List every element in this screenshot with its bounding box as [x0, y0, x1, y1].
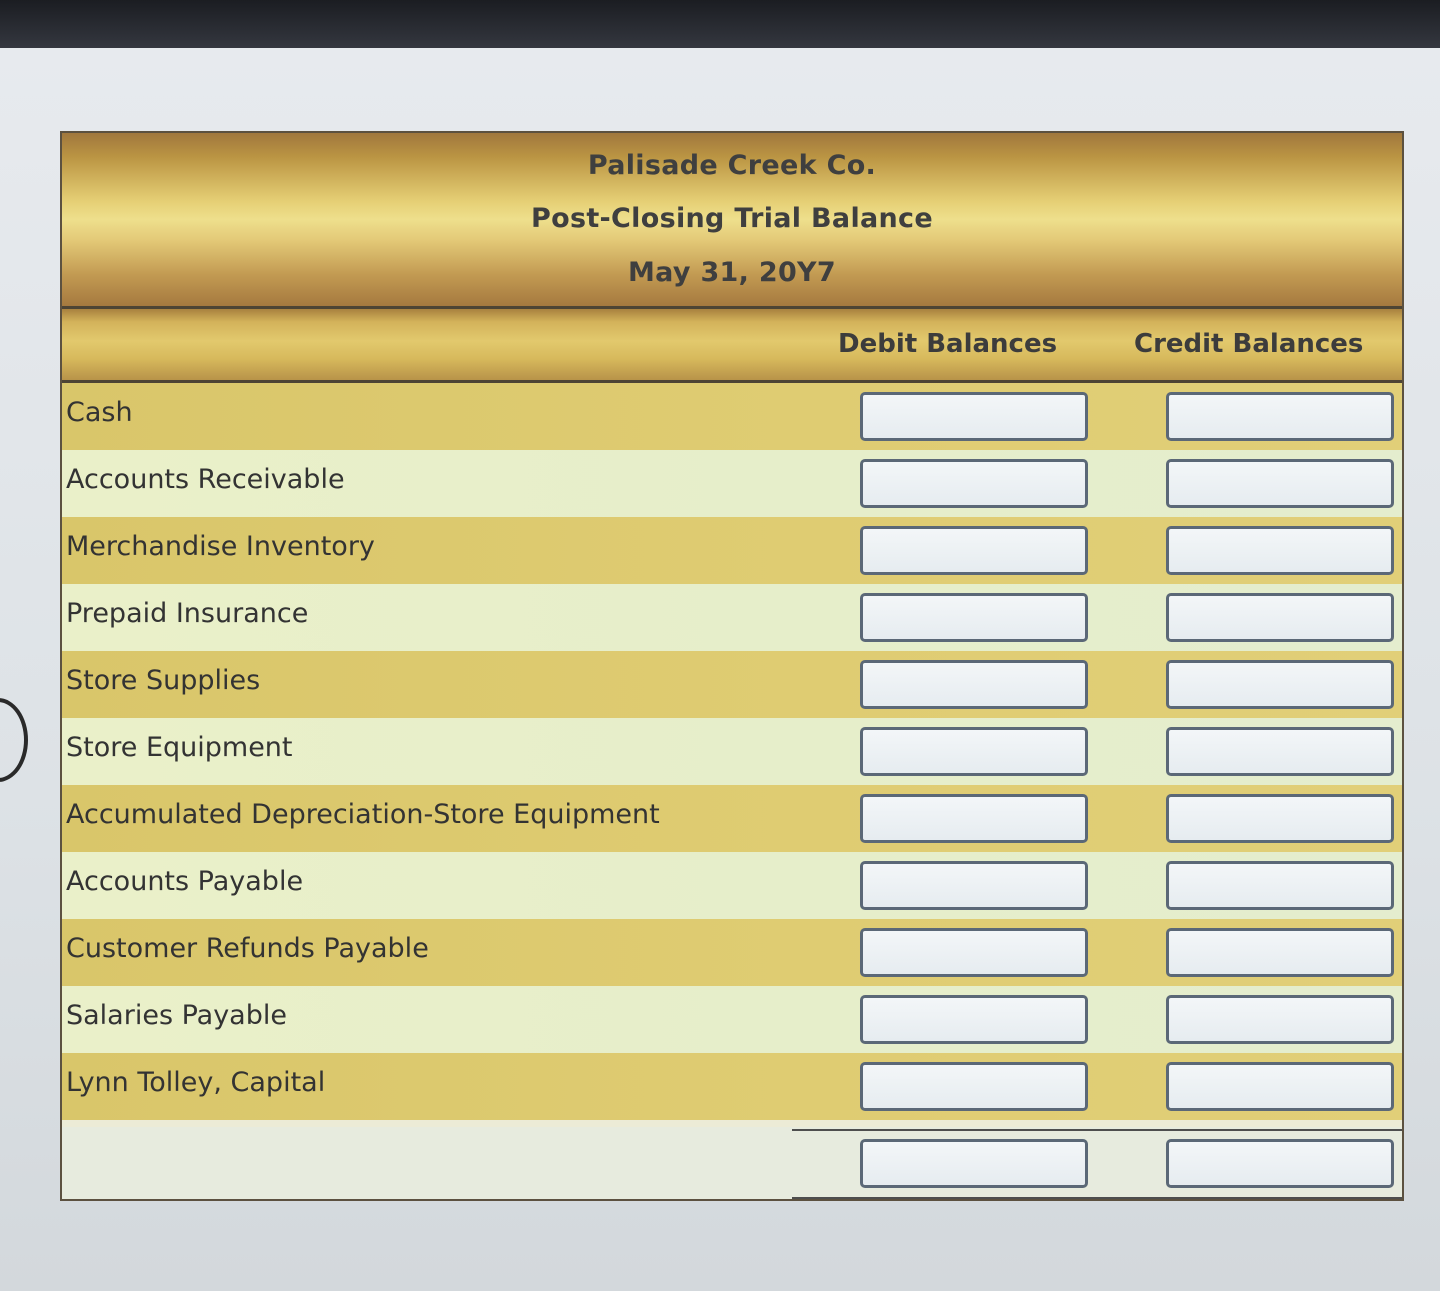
debit-balance-input[interactable] — [860, 727, 1088, 776]
account-name: Salaries Payable — [66, 1000, 287, 1031]
credit-balance-input[interactable] — [1166, 928, 1394, 977]
debit-balance-input[interactable] — [860, 526, 1088, 575]
account-name: Prepaid Insurance — [66, 598, 309, 629]
company-name: Palisade Creek Co. — [587, 150, 877, 181]
account-row — [62, 651, 1402, 718]
trial-balance-table — [60, 131, 1404, 1201]
credit-balance-input[interactable] — [1166, 526, 1394, 575]
debit-balance-input[interactable] — [860, 1062, 1088, 1111]
credit-balance-input[interactable] — [1166, 593, 1394, 642]
debit-column-header: Debit Balances — [838, 329, 1058, 359]
debit-balance-input[interactable] — [860, 995, 1088, 1044]
account-row — [62, 986, 1402, 1053]
debit-balance-input[interactable] — [860, 459, 1088, 508]
column-header-row — [62, 309, 1402, 383]
credit-total-input[interactable] — [1166, 1139, 1394, 1188]
account-row — [62, 919, 1402, 986]
account-row — [62, 852, 1402, 919]
credit-balance-input[interactable] — [1166, 459, 1394, 508]
account-row — [62, 517, 1402, 584]
account-row — [62, 785, 1402, 852]
credit-balance-input[interactable] — [1166, 727, 1394, 776]
debit-balance-input[interactable] — [860, 660, 1088, 709]
credit-balance-input[interactable] — [1166, 392, 1394, 441]
debit-balance-input[interactable] — [860, 593, 1088, 642]
credit-balance-input[interactable] — [1166, 861, 1394, 910]
credit-balance-input[interactable] — [1166, 660, 1394, 709]
total-rule-double — [792, 1197, 1404, 1201]
debit-balance-input[interactable] — [860, 928, 1088, 977]
statement-title: Post-Closing Trial Balance — [531, 203, 933, 234]
account-name: Cash — [66, 397, 133, 428]
account-row — [62, 718, 1402, 785]
monitor-bezel — [0, 0, 1440, 48]
statement-date: May 31, 20Y7 — [628, 257, 836, 288]
debit-balance-input[interactable] — [860, 392, 1088, 441]
account-name: Merchandise Inventory — [66, 531, 375, 562]
account-row — [62, 383, 1402, 450]
account-name: Lynn Tolley, Capital — [66, 1067, 326, 1098]
account-row — [62, 450, 1402, 517]
statement-heading — [62, 133, 1402, 309]
total-row — [62, 1127, 1402, 1201]
total-rule-single — [792, 1129, 1404, 1131]
account-name: Store Equipment — [66, 732, 293, 763]
credit-balance-input[interactable] — [1166, 995, 1394, 1044]
account-name: Accounts Payable — [66, 866, 304, 897]
account-name: Customer Refunds Payable — [66, 933, 429, 964]
debit-balance-input[interactable] — [860, 861, 1088, 910]
credit-balance-input[interactable] — [1166, 1062, 1394, 1111]
account-row — [62, 584, 1402, 651]
debit-total-input[interactable] — [860, 1139, 1088, 1188]
account-name: Store Supplies — [66, 665, 261, 696]
account-name: Accounts Receivable — [66, 464, 345, 495]
debit-balance-input[interactable] — [860, 794, 1088, 843]
credit-column-header: Credit Balances — [1134, 329, 1364, 359]
account-row — [62, 1053, 1402, 1120]
account-name: Accumulated Depreciation-Store Equipment — [66, 799, 660, 830]
credit-balance-input[interactable] — [1166, 794, 1394, 843]
